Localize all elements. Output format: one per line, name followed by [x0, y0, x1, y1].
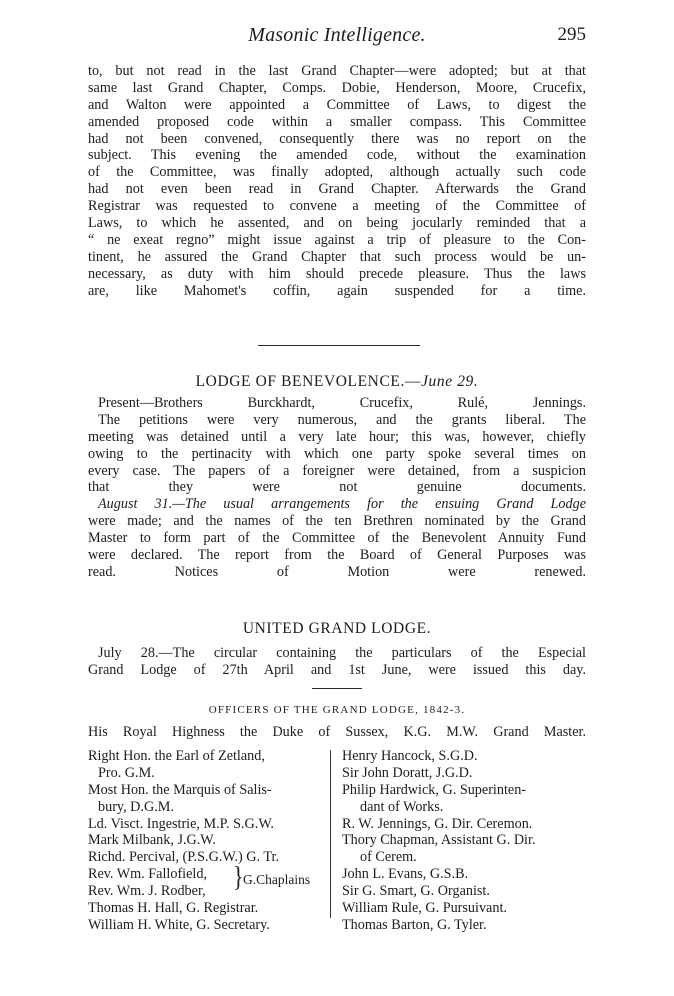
- grand-lodge-paragraph: [88, 645, 586, 679]
- benevolence-heading-date: June 29.: [421, 373, 479, 390]
- running-title: Masonic Intelligence.: [248, 24, 426, 46]
- text-line: Present—Brothers Burckhardt, Crucefix, Rulé, Jennings.: [98, 395, 586, 411]
- running-head: [88, 24, 586, 50]
- officer-entry: Rev. Wm. J. Rodber,: [88, 883, 206, 900]
- text-line: to, but not read in the last Grand Chapter—were adopted; but at that: [88, 63, 586, 79]
- text-line: owing to the pertinacity with which one party spoke several times on: [88, 445, 586, 462]
- officer-entry: John L. Evans, G.S.B.: [342, 866, 469, 883]
- grand-master-line-block: [88, 724, 586, 741]
- opening-paragraph: [88, 63, 586, 299]
- officer-entry: Ld. Visct. Ingestrie, M.P. S.G.W.: [88, 815, 274, 832]
- officer-entry: Most Hon. the Marquis of Salis-: [88, 781, 272, 798]
- officer-entry: William Rule, G. Pursuivant.: [342, 900, 507, 917]
- text-line: August 31.—The usual arrangements for the ensuing Grand Lodge: [98, 496, 586, 513]
- grand-lodge-heading: UNITED GRAND LODGE.: [242, 620, 432, 637]
- officer-entry: Rev. Wm. Fallofield,: [88, 866, 207, 883]
- text-line: amended proposed code within a smaller compass. This Committee: [88, 113, 586, 130]
- grand-master-line: His Royal Highness the Duke of Sussex, K.G. M.W. Grand Master.: [88, 724, 586, 740]
- section-divider: [312, 688, 362, 689]
- officer-entry: Philip Hardwick, G. Superinten-: [342, 781, 527, 798]
- text-line: July 28.—The circular containing the particulars of the Especial: [98, 645, 586, 661]
- text-line: Master to form part of the Committee of the Benevolent Annuity Fund: [88, 530, 586, 547]
- brace-icon: }: [233, 860, 244, 893]
- section-divider: [258, 345, 420, 346]
- text-line: that they were not genuine documents.: [88, 479, 586, 496]
- officer-entry: Right Hon. the Earl of Zetland,: [88, 748, 265, 764]
- text-line: of the Committee, was finally adopted, although actually such code: [88, 164, 586, 181]
- text-line: read. Notices of Motion were renewed.: [88, 563, 586, 580]
- officer-entry: of Cerem.: [360, 849, 417, 866]
- text-line: are, like Mahomet's coffin, again suspended for a time.: [88, 282, 586, 299]
- text-line: meeting was detained until a very late hour; this was, however, chiefly: [88, 428, 586, 445]
- officer-entry: Thomas Barton, G. Tyler.: [342, 916, 487, 933]
- column-divider: [330, 750, 331, 918]
- officer-entry: R. W. Jennings, G. Dir. Ceremon.: [342, 815, 533, 832]
- officers-heading: OFFICERS OF THE GRAND LODGE, 1842-3.: [208, 704, 466, 716]
- text-line: same last Grand Chapter, Comps. Dobie, Henderson, Moore, Crucefix,: [88, 79, 586, 96]
- officer-entry: Pro. G.M.: [98, 764, 155, 781]
- officer-entry: Sir G. Smart, G. Organist.: [342, 883, 490, 900]
- officer-entry: William H. White, G. Secretary.: [88, 916, 270, 933]
- chaplains-label: G.Chaplains: [243, 872, 311, 887]
- text-line: and Walton were appointed a Committee of Laws, to digest the: [88, 96, 586, 113]
- chaplains-bracket: [232, 860, 312, 896]
- text-line: had not even been read in Grand Chapter. Afterwards the Grand: [88, 181, 586, 198]
- officer-entry: Mark Milbank, J.G.W.: [88, 832, 216, 849]
- officer-entry: Thory Chapman, Assistant G. Dir.: [342, 832, 536, 849]
- officers-right-column: [342, 748, 586, 934]
- text-line: were made; and the names of the ten Brethren nominated by the Grand: [88, 513, 586, 530]
- text-line: were declared. The report from the Board of General Purposes was: [88, 547, 586, 564]
- officer-entry: bury, D.G.M.: [98, 798, 174, 815]
- officer-entry: Sir John Doratt, J.G.D.: [342, 764, 473, 781]
- text-line: The petitions were very numerous, and the grants liberal. The: [98, 411, 586, 428]
- officer-entry: Richd. Percival, (P.S.G.W.) G. Tr.: [88, 849, 280, 866]
- officer-entry: Thomas H. Hall, G. Registrar.: [88, 900, 259, 917]
- text-line: Laws, to which he assented, and on being jocularly reminded that a: [88, 215, 586, 232]
- officer-entry: dant of Works.: [360, 798, 444, 815]
- text-line: “ ne exeat regno” might issue against a trip of pleasure to the Con-: [88, 231, 586, 248]
- text-line: every case. The papers of a foreigner were detained, from a suspicion: [88, 462, 586, 479]
- officer-entry: Henry Hancock, S.G.D.: [342, 748, 478, 764]
- text-line: had not been convened, consequently there was no report on the: [88, 130, 586, 147]
- page-number: 295: [557, 24, 586, 45]
- text-line: Grand Lodge of 27th April and 1st June, were issued this day.: [88, 661, 586, 678]
- text-line: necessary, as duty with him should precede pleasure. Thus the laws: [88, 265, 586, 282]
- benevolence-paragraphs: [88, 395, 586, 581]
- benevolence-heading: [88, 373, 586, 391]
- text-line: tinent, he assured the Grand Chapter that such process would be un-: [88, 248, 586, 265]
- text-line: subject. This evening the amended code, without the examination: [88, 147, 586, 164]
- officers-left-column: [88, 748, 328, 934]
- text-line: Registrar was requested to convene a meeting of the Committee of: [88, 198, 586, 215]
- benevolence-heading-text: LODGE OF BENEVOLENCE.—: [195, 373, 422, 390]
